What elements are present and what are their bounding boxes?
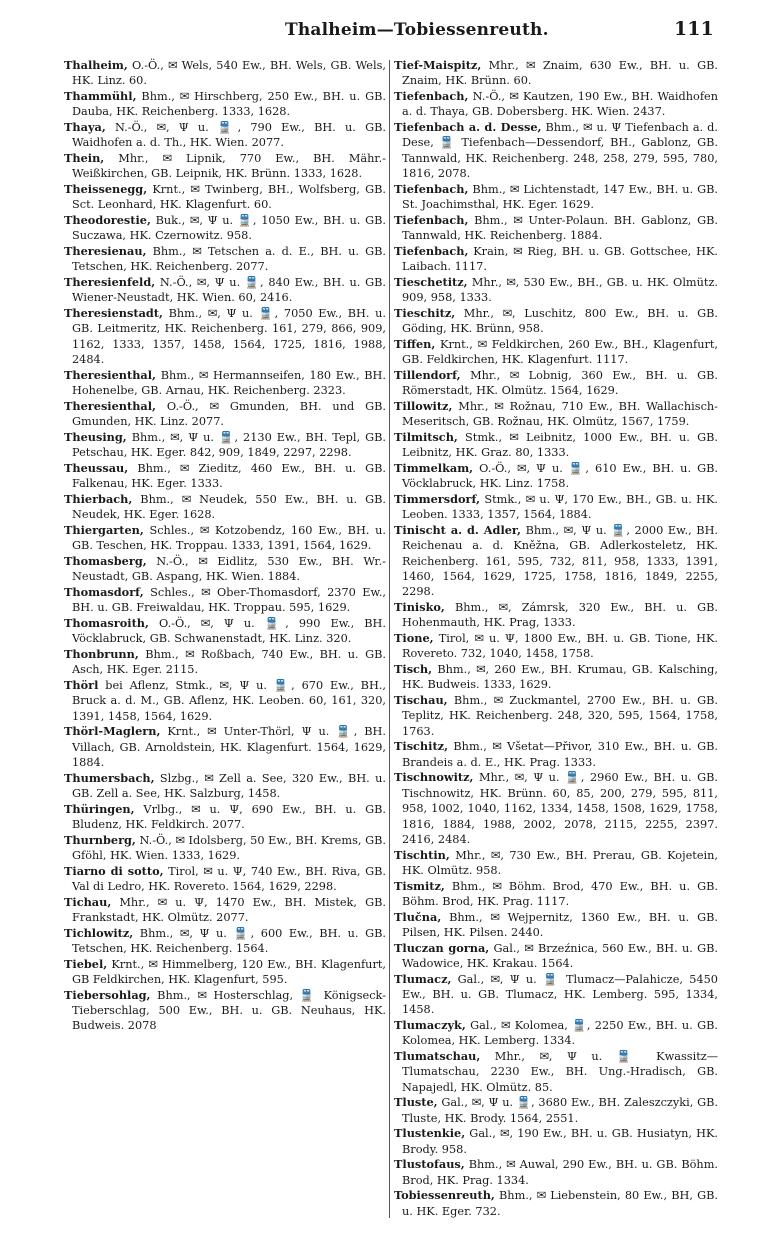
entry-text: N.-Ö., ✉ Kautzen, 190 Ew., BH. Waidhofen a. d. Thaya, GB. Dobersberg. HK. Wien. 2437. (402, 90, 718, 119)
gazetteer-entry (394, 368, 718, 399)
entry-headword: Thaya, (64, 120, 106, 134)
entry-headword: Tilmitsch, (394, 429, 458, 444)
entry-text: Bhm., ✉ Zieditz, 460 Ew., BH. u. GB. Falkenau, HK. Eger. 1333. (72, 461, 386, 491)
entry-headword: Tobiessenreuth, (394, 1188, 495, 1203)
gazetteer-entry (64, 461, 386, 492)
gazetteer-entry (64, 306, 386, 368)
gazetteer-entry (394, 58, 718, 89)
gazetteer-entry (394, 662, 718, 693)
gazetteer-entry (394, 1049, 718, 1095)
left-column (64, 58, 386, 1226)
entry-headword: Thüringen, (64, 801, 135, 816)
gazetteer-entry (394, 89, 718, 120)
entry-headword: Tione, (394, 631, 434, 646)
entry-headword: Thörl (64, 677, 99, 692)
entry-headword: Thein, (64, 151, 105, 165)
gazetteer-entry (64, 724, 386, 770)
entry-text: Mhr., ✉ Lobnig, 360 Ew., BH. u. GB. Römerstadt, HK. Olmütz. 1564, 1629. (402, 368, 718, 398)
entry-text: Mhr., ✉, Ψ u. 🚆 Kwassitz—Tlumatschau, 2230 Ew., BH. Ung.-Hradisch, GB. Napajedl, HK. Olmütz. 85. (402, 1050, 718, 1094)
entry-headword: Theissenegg, (64, 182, 148, 196)
gazetteer-entry (394, 275, 718, 306)
entry-text: Mhr., ✉ Znaim, 630 Ew., BH. u. GB. Znaim, HK. Brünn. 60. (402, 59, 718, 88)
entry-text: Bhm., ✉ Zuckmantel, 2700 Ew., BH. u. GB. Teplitz, HK. Reichenberg. 248, 320, 595, 1564, 1758, 1763. (402, 694, 718, 738)
entry-text: Bhm., ✉ Hermannseifen, 180 Ew., BH. Hohenelbe, GB. Arnau, HK. Reichenberg. 2323. (72, 368, 386, 398)
entry-text: Bhm., ✉ u. Ψ Tiefenbach a. d. Dese, 🚆 Tiefenbach—Dessendorf, BH., Gablonz, GB. Tannwald, HK. Reichenberg. 248, 258, 279, 595, 780, 1816, 2078. (402, 121, 718, 181)
gazetteer-entry (394, 1157, 718, 1188)
gazetteer-entry (394, 631, 718, 662)
entry-headword: Tieschitz, (394, 305, 456, 320)
entry-headword: Tlučna, (394, 909, 442, 924)
entry-text: N.-Ö., ✉, Ψ u. 🚆, 790 Ew., BH. u. GB. Waidhofen a. d. Th., HK. Wien. 2077. (72, 121, 386, 150)
gazetteer-entry (394, 461, 718, 492)
entry-headword: Tischtin, (394, 847, 450, 862)
entry-text: Mhr., ✉, 530 Ew., BH., GB. u. HK. Olmütz. 909, 958, 1333. (402, 275, 718, 305)
entry-text: Gal., ✉ Brzeźnica, 560 Ew., BH. u. GB. Wadowice, HK. Krakau. 1564. (402, 941, 718, 971)
entry-text: N.-Ö., ✉, Ψ u. 🚆, 840 Ew., BH. u. GB. Wiener-Neustadt, HK. Wien. 60, 2416. (72, 276, 386, 305)
entry-text: Bhm., ✉ Neudek, 550 Ew., BH. u. GB. Neudek, HK. Eger. 1628. (72, 492, 386, 522)
gazetteer-entry (64, 616, 386, 647)
entry-headword: Tischau, (394, 693, 448, 708)
gazetteer-entry (394, 399, 718, 430)
gazetteer-entry (64, 647, 386, 678)
entry-text: Krnt., ✉ Twinberg, BH., Wolfsberg, GB. Sct. Leonhard, HK. Klagenfurt. 60. (72, 183, 386, 212)
gazetteer-entry (64, 244, 386, 275)
entry-text: Bhm., ✉ Wejpernitz, 1360 Ew., BH. u. GB. Pilsen, HK. Pilsen. 2440. (402, 910, 718, 940)
entry-text: Stmk., ✉ u. Ψ, 170 Ew., BH., GB. u. HK. Leoben. 1333, 1357, 1564, 1884. (402, 492, 718, 522)
gazetteer-entry (394, 1188, 718, 1219)
entry-headword: Timmersdorf, (394, 491, 481, 506)
entry-headword: Tieschetitz, (394, 274, 468, 289)
gazetteer-entry (394, 848, 718, 879)
gazetteer-entry (394, 693, 718, 739)
gazetteer-entry (394, 972, 718, 1018)
right-column (394, 58, 718, 1226)
entry-headword: Tillendorf, (394, 367, 461, 382)
entry-headword: Thomasdorf, (64, 584, 144, 599)
entry-text: Bhm., ✉, Ψ u. 🚆, 2130 Ew., BH. Tepl, GB. Petschau, HK. Eger. 842, 909, 1849, 2297, 2298. (72, 430, 386, 460)
entry-headword: Tiefenbach, (394, 89, 469, 103)
entry-text: Vrlbg., ✉ u. Ψ, 690 Ew., BH. u. GB. Bludenz, HK. Feldkirch. 2077. (72, 802, 386, 832)
gazetteer-entry (394, 492, 718, 523)
entry-text: O.-Ö., ✉, Ψ u. 🚆, 610 Ew., BH. u. GB. Vöcklabruck, HK. Linz. 1758. (402, 461, 718, 491)
gazetteer-entry (64, 151, 386, 182)
gazetteer-entry (394, 337, 718, 368)
gazetteer-entry (64, 120, 386, 151)
gazetteer-entry (64, 926, 386, 957)
entry-text: Bhm., ✉, Ψ u. 🚆, 600 Ew., BH. u. GB. Tetschen, HK. Reichenberg. 1564. (72, 926, 386, 956)
entry-headword: Tillowitz, (394, 398, 453, 413)
entry-headword: Thomasberg, (64, 553, 147, 568)
gazetteer-entry (64, 213, 386, 244)
gazetteer-entry (64, 833, 386, 864)
entry-text: Bhm., ✉ Unter-Polaun. BH. Gablonz, GB. Tannwald, HK. Reichenberg. 1884. (402, 213, 718, 243)
gazetteer-entry (64, 554, 386, 585)
entry-headword: Tischitz, (394, 739, 449, 754)
gazetteer-entry (394, 306, 718, 337)
gazetteer-entry (64, 957, 386, 988)
entry-headword: Thierbach, (64, 491, 133, 506)
entry-text: Krnt., ✉ Feldkirchen, 260 Ew., BH., Klagenfurt, GB. Feldkirchen, HK. Klagenfurt. 1117. (402, 337, 718, 367)
entry-headword: Thalheim, (64, 58, 128, 72)
entry-text: N.-Ö., ✉ Idolsberg, 50 Ew., BH. Krems, GB. Gföhl, HK. Wien. 1333, 1629. (72, 833, 386, 863)
entry-headword: Tlustenkie, (394, 1126, 466, 1141)
gazetteer-entry (64, 275, 386, 306)
entry-text: Schles., ✉ Kotzobendz, 160 Ew., BH. u. GB. Teschen, HK. Troppau. 1333, 1391, 1564, 1629. (72, 523, 386, 553)
entry-text: Krain, ✉ Rieg, BH. u. GB. Gottschee, HK. Laibach. 1117. (402, 244, 718, 274)
entry-headword: Thurnberg, (64, 832, 136, 847)
gazetteer-entry (64, 895, 386, 926)
entry-text: Mhr., ✉ Rožnau, 710 Ew., BH. Wallachisch-Meseritsch, GB. Rožnau, HK. Olmütz, 1567, 1759. (402, 399, 718, 429)
entry-headword: Tinischt a. d. Adler, (394, 522, 521, 537)
entry-text: bei Aflenz, Stmk., ✉, Ψ u. 🚆, 670 Ew., BH., Bruck a. d. M., GB. Aflenz, HK. Leoben. 60, 161, 320, 1391, 1458, 1564, 1629. (72, 678, 386, 723)
entry-text: Bhm., ✉, Zámrsk, 320 Ew., BH. u. GB. Hohenmauth, HK. Prag, 1333. (402, 601, 718, 630)
entry-text: Bhm., ✉ Tetschen a. d. E., BH. u. GB. Tetschen, HK. Reichenberg. 2077. (72, 245, 386, 274)
entry-text: Mhr., ✉, Ψ u. 🚆, 2960 Ew., BH. u. GB. Tischnowitz, HK. Brünn. 60, 85, 200, 279, 595, 811, 958, 1002, 1040, 1162, 1334, 1458, 1508, 1629, 1758, 1816, 1884, 1988, 2002, 2078, 2115, 2255, 2397. 2416, 2484. (402, 771, 718, 847)
entry-headword: Theresienstadt, (64, 306, 163, 320)
entry-text: Bhm., ✉ Hirschberg, 250 Ew., BH. u. GB. Dauba, HK. Reichenberg. 1333, 1628. (72, 90, 386, 119)
gazetteer-entry (394, 430, 718, 461)
entry-text: Gal., ✉, Ψ u. 🚆, 3680 Ew., BH. Zaleszczyki, GB. Tluste, HK. Brody. 1564, 2551. (402, 1096, 718, 1125)
gazetteer-entry (64, 368, 386, 399)
entry-headword: Theodorestie, (64, 213, 151, 227)
gazetteer-entry (394, 770, 718, 847)
entry-headword: Thiergarten, (64, 522, 144, 537)
entry-headword: Tischnowitz, (394, 770, 474, 785)
entry-headword: Theresienau, (64, 244, 147, 258)
entry-text: Schles., ✉ Ober-Thomasdorf, 2370 Ew., BH. u. GB. Freiwaldau, HK. Troppau. 595, 1629. (72, 585, 386, 615)
entry-text: Mhr., ✉ u. Ψ, 1470 Ew., BH. Mistek, GB. Frankstadt, HK. Olmütz. 2077. (72, 895, 386, 925)
entry-headword: Tichlowitz, (64, 925, 134, 940)
entry-headword: Tief-Maispitz, (394, 58, 482, 72)
gazetteer-entry (64, 399, 386, 430)
entry-headword: Theresienthal, (64, 367, 156, 382)
column-divider (389, 60, 390, 1218)
gazetteer-entry (394, 244, 718, 275)
entry-headword: Tichau, (64, 894, 112, 909)
entry-headword: Tlumaczyk, (394, 1018, 466, 1033)
page-header (0, 14, 779, 48)
gazetteer-entry (64, 492, 386, 523)
gazetteer-entry (64, 988, 386, 1034)
entry-text: Bhm., ✉ Liebenstein, 80 Ew., BH, GB. u. HK. Eger. 732. (402, 1189, 718, 1218)
gazetteer-entry (64, 771, 386, 802)
entry-headword: Thumersbach, (64, 770, 155, 785)
entry-headword: Tinisko, (394, 600, 445, 615)
entry-headword: Tlumacz, (394, 971, 452, 986)
entry-text: Bhm., ✉, 260 Ew., BH. Krumau, GB. Kalsching, HK. Budweis. 1333, 1629. (402, 663, 718, 692)
gazetteer-entry (394, 941, 718, 972)
entry-headword: Tiffen, (394, 336, 436, 351)
entry-headword: Theusing, (64, 429, 127, 444)
entry-text: Buk., ✉, Ψ u. 🚆, 1050 Ew., BH. u. GB. Suczawa, HK. Czernowitz. 958. (72, 214, 386, 243)
entry-headword: Tiefenbach, (394, 212, 469, 227)
gazetteer-entry (394, 1095, 718, 1126)
gazetteer-entry (394, 120, 718, 182)
gazetteer-entry (64, 585, 386, 616)
entry-text: Mhr., ✉, 730 Ew., BH. Prerau, GB. Kojetein, HK. Olmütz. 958. (402, 848, 718, 878)
entry-text: Tirol, ✉ u. Ψ, 1800 Ew., BH. u. GB. Tione, HK. Rovereto. 732, 1040, 1458, 1758. (402, 632, 718, 661)
entry-headword: Tiarno di sotto, (64, 863, 164, 878)
gazetteer-entry (64, 182, 386, 213)
entry-headword: Thammühl, (64, 89, 137, 103)
gazetteer-entry (394, 879, 718, 910)
entry-text: Mhr., ✉, Luschitz, 800 Ew., BH. u. GB. Göding, HK. Brünn, 958. (402, 306, 718, 336)
entry-headword: Tiebel, (64, 956, 108, 971)
entry-headword: Tlumatschau, (394, 1049, 481, 1064)
entry-headword: Tiefenbach, (394, 181, 469, 196)
entry-text: Bhm., ✉ Auwal, 290 Ew., BH. u. GB. Böhm. Brod, HK. Prag. 1334. (402, 1158, 718, 1187)
gazetteer-entry (64, 802, 386, 833)
entry-headword: Theresienthal, (64, 398, 156, 413)
entry-text: Slzbg., ✉ Zell a. See, 320 Ew., BH. u. GB. Zell a. See, HK. Salzburg, 1458. (72, 771, 386, 801)
entry-text: O.-Ö., ✉ Wels, 540 Ew., BH. Wels, GB. Wels, HK. Linz. 60. (72, 59, 386, 88)
entry-headword: Tluste, (394, 1095, 438, 1110)
entry-text: Gal., ✉ Kolomea, 🚆, 2250 Ew., BH. u. GB. Kolomea, HK. Lemberg. 1334. (402, 1019, 718, 1048)
entry-headword: Tiebersohlag, (64, 987, 151, 1002)
gazetteer-entry (394, 1126, 718, 1157)
entry-headword: Timmelkam, (394, 460, 474, 475)
gazetteer-entry (394, 213, 718, 244)
gazetteer-entry (394, 739, 718, 770)
entry-text: Gal., ✉, 190 Ew., BH. u. GB. Husiatyn, HK. Brody. 958. (402, 1127, 718, 1156)
entry-headword: Theussau, (64, 460, 129, 475)
entry-headword: Thörl-Maglern, (64, 724, 161, 739)
entry-text: Bhm., ✉ Všetat—Přivor, 310 Ew., BH. u. GB. Brandeis a. d. E., HK. Prag. 1333. (402, 740, 718, 769)
entry-headword: Tiefenbach a. d. Desse, (394, 120, 542, 134)
gazetteer-entry (394, 1018, 718, 1049)
running-title: Thalheim—Tobiessenreuth. (285, 20, 549, 40)
gazetteer-entry (64, 430, 386, 461)
entry-text: Gal., ✉, Ψ u. 🚆 Tlumacz—Palahicze, 5450 Ew., BH. u. GB. Tlumacz, HK. Lemberg. 595, 1334, 1458. (402, 972, 718, 1017)
entry-headword: Thomasroith, (64, 615, 149, 630)
entry-text: Bhm., ✉, Ψ u. 🚆, 7050 Ew., BH. u. GB. Leitmeritz, HK. Reichenberg. 161, 279, 866, 909, 1162, 1333, 1357, 1458, 1564, 1725, 1816, 1988, 2484. (72, 307, 386, 367)
entry-headword: Tlustofaus, (394, 1157, 465, 1172)
gazetteer-entry (394, 182, 718, 213)
entry-text: O.-Ö., ✉ Gmunden, BH. und GB. Gmunden, HK. Linz. 2077. (72, 399, 386, 429)
entry-text: Bhm., ✉ Böhm. Brod, 470 Ew., BH. u. GB. Böhm. Brod, HK. Prag. 1117. (402, 879, 718, 909)
gazetteer-entry (64, 89, 386, 120)
entry-text: Krnt., ✉ Unter-Thörl, Ψ u. 🚆, BH. Villach, GB. Arnoldstein, HK. Klagenfurt. 1564, 1629, 1884. (72, 725, 386, 770)
entry-text: N.-Ö., ✉ Eidlitz, 530 Ew., BH. Wr.-Neustadt, GB. Aspang, HK. Wien. 1884. (72, 554, 386, 584)
gazetteer-entry (64, 864, 386, 895)
page-number: 111 (674, 18, 714, 40)
entry-headword: Tismitz, (394, 878, 445, 893)
entry-headword: Tiefenbach, (394, 243, 469, 258)
entry-headword: Tluczan gorna, (394, 940, 490, 955)
gazetteer-entry (64, 58, 386, 89)
entry-text: Bhm., ✉ Hosterschlag, 🚆 Königseck-Tieberschlag, 500 Ew., BH. u. GB. Neuhaus, HK. Budweis. 2078 (72, 988, 386, 1033)
entry-text: Tirol, ✉ u. Ψ, 740 Ew., BH. Riva, GB. Val di Ledro, HK. Rovereto. 1564, 1629, 2298. (72, 864, 386, 894)
entry-text: Mhr., ✉ Lipnik, 770 Ew., BH. Mähr.-Weißkirchen, GB. Leipnik, HK. Brünn. 1333, 1628. (72, 152, 386, 181)
gazetteer-entry (394, 600, 718, 631)
gazetteer-entry (64, 523, 386, 554)
entry-text: Krnt., ✉ Himmelberg, 120 Ew., BH. Klagenfurt, GB Feldkirchen, HK. Klagenfurt, 595. (72, 957, 386, 987)
entry-text: Bhm., ✉ Lichtenstadt, 147 Ew., BH. u. GB. St. Joachimsthal, HK. Eger. 1629. (402, 182, 718, 212)
entry-text: Stmk., ✉ Leibnitz, 1000 Ew., BH. u. GB. Leibnitz, HK. Graz. 80, 1333. (402, 430, 718, 460)
entry-headword: Thonbrunn, (64, 646, 139, 661)
entry-headword: Theresienfeld, (64, 275, 156, 289)
entry-text: Bhm., ✉, Ψ u. 🚆, 2000 Ew., BH. Reichenau a. d. Kněžna, GB. Adlerkosteletz, HK. Reichenberg. 161, 595, 732, 811, 958, 1333, 1391, 1460, 1564, 1629, 1725, 1758, 1816, 1849, 2255, 2298. (402, 523, 718, 599)
entry-text: Bhm., ✉ Roßbach, 740 Ew., BH. u. GB. Asch, HK. Eger. 2115. (72, 647, 386, 677)
gazetteer-entry (394, 523, 718, 600)
gazetteer-entry (64, 678, 386, 724)
entry-text: O.-Ö., ✉, Ψ u. 🚆, 990 Ew., BH. Vöcklabruck, GB. Schwanenstadt, HK. Linz. 320. (72, 616, 386, 646)
gazetteer-entry (394, 910, 718, 941)
entry-headword: Tisch, (394, 662, 433, 677)
